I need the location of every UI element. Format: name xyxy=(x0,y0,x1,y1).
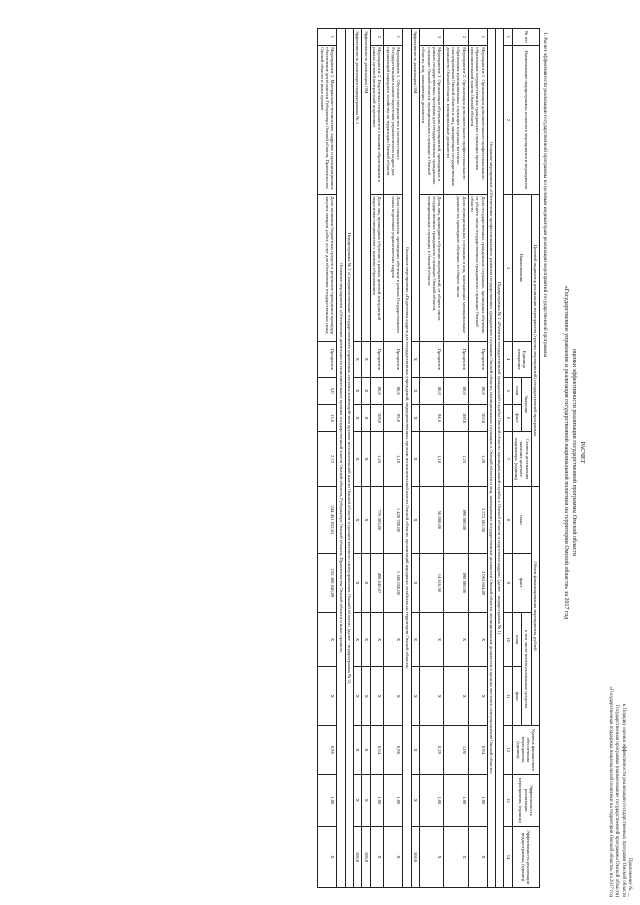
subtotal-x: X xyxy=(362,432,370,487)
subtotal-x: X xyxy=(354,554,362,613)
subtotal-x: X xyxy=(354,726,362,774)
appendix-line-1: к Порядку оценки эффективности реализации государственных программ Омской области xyxy=(620,703,626,897)
row-indicator: Доля государственных гражданских служащих, прошедших обучение, от общего числа государственных гражданских служащих Омской области xyxy=(468,194,487,341)
subtotal-x: X xyxy=(411,726,419,774)
table-row xyxy=(384,29,403,888)
section-note: 1. Расчет эффективности реализации государственной программы по целевым индикаторам реализации мероприятий государственной программы xyxy=(542,32,548,357)
row-degree: 1,28 xyxy=(468,432,487,487)
row-name: Мероприятие 2. Организация дополнительного профессионального образования муниципальных служащих в органах местного самоуправления Омской области и лиц, замещающих государственные должности Омской области, муниципальные должности xyxy=(444,45,468,194)
subtotal-x: X xyxy=(411,404,419,431)
col-no: № п/п xyxy=(512,29,539,46)
section-row xyxy=(337,29,345,888)
row-eff-exec: 1,00 xyxy=(318,774,337,827)
row-fin-fact: 898 800,00 xyxy=(444,554,468,613)
table-row xyxy=(420,29,444,888)
subtotal-x: X xyxy=(354,612,362,667)
document-title xyxy=(562,0,586,905)
row-plan: 80,0 xyxy=(468,377,487,404)
row-name: Мероприятие 1. Обучение специалистов в соответствии с Государственным планом подготовки управленческих кадров для организаций народного хозяйства на территории Омской области xyxy=(384,45,403,194)
row-fin-plan: 1 420 700,00 xyxy=(384,486,403,553)
col-value: Значение xyxy=(522,377,531,432)
row-fin-plan: 50 000,00 xyxy=(420,486,444,553)
row-fin-fact: 235 308 848,89 xyxy=(318,554,337,613)
colnum: 6 xyxy=(504,404,512,431)
col-unit: Единица измерения xyxy=(512,341,531,377)
row-no: 2 xyxy=(370,29,384,46)
row-fin-fact: 498 646,67 xyxy=(370,554,384,613)
row-fin-exec: 0,96 xyxy=(318,726,337,774)
subtotal-x: X xyxy=(354,377,362,404)
subtotal-x: X xyxy=(362,554,370,613)
row-plan: 80,0 xyxy=(420,377,444,404)
colnum: 1 xyxy=(504,29,512,46)
subtotal-row xyxy=(354,29,362,888)
row-fin-exec: 0,98 xyxy=(384,726,403,774)
subtotal-x: X xyxy=(362,612,370,667)
row-eff-exec: 1,00 xyxy=(420,774,444,827)
subtotal-x: X xyxy=(411,341,419,377)
row-degree: 1,25 xyxy=(370,432,384,487)
row-degree: 2,72 xyxy=(318,432,337,487)
row-indicator: Доля лиц, прошедших обучение мероприятий, от общего числа государственных гражданских служащих Омской области, муниципальных служащих в Омской области xyxy=(420,194,444,341)
col-fin-plan: план xyxy=(512,486,531,553)
row-fact: 13,6 xyxy=(318,404,337,431)
subtotal-x: X xyxy=(411,774,419,827)
subtotal-label: Эффективность реализации ОМ xyxy=(411,29,419,342)
section-row xyxy=(487,29,495,888)
col-plan: план xyxy=(512,377,522,404)
row-name: Мероприятие 1. Организация дополнительного профессионального образования государственных гражданских служащих органов исполнительной власти Омской области xyxy=(468,45,487,194)
appendix-number: Приложение № __ xyxy=(627,857,632,897)
colnum: 5 xyxy=(504,377,512,404)
colnum: 13 xyxy=(504,774,512,827)
row-plan: 80,0 xyxy=(370,377,384,404)
row-eff-program: X xyxy=(370,827,384,888)
colnum: 12 xyxy=(504,726,512,774)
row-plan: 5,0 xyxy=(318,377,337,404)
subtotal-value: 100,0 xyxy=(411,827,419,888)
row-degree: 1,25 xyxy=(444,432,468,487)
row-name: Мероприятие 2. Подготовка специалистов с высшим образованием в рамках целевой контрактной подготовки xyxy=(370,45,384,194)
evaluation-table xyxy=(318,28,541,888)
row-no: 2 xyxy=(444,29,468,46)
row-fin-other-fact: X xyxy=(444,667,468,726)
row-name: Мероприятие 1. Материально-техническое, кадровое и организационное обеспечение деятельности Губернатора Омской области, Правительства Омской области и иных органов xyxy=(318,45,337,194)
row-fin-exec: 0,29 xyxy=(420,726,444,774)
subtotal-x: X xyxy=(362,341,370,377)
row-degree: 1,18 xyxy=(420,432,444,487)
row-unit: Процентов xyxy=(370,341,384,377)
row-eff-program: X xyxy=(420,827,444,888)
row-fin-other-plan: X xyxy=(468,612,487,667)
subtotal-x: X xyxy=(362,486,370,553)
row-fin-plan: 3 272 461,50 xyxy=(468,486,487,553)
row-fact: 95,0 xyxy=(384,404,403,431)
row-indicator: Доля лиц, прошедших обучение в рамках целевой контрактной подготовки специалистов с высшим образованием xyxy=(370,194,384,341)
main-activity-3-heading: Основное мероприятие «Обеспечение деятельности исполнительных органов государственной власти Омской области, Губернатора Омской области, Правительства Омской области и иных органов» xyxy=(337,29,345,888)
row-no: 1 xyxy=(318,29,337,46)
row-fin-other-plan: X xyxy=(444,612,468,667)
subtotal-x: X xyxy=(354,774,362,827)
row-fin-other-fact: X xyxy=(318,667,337,726)
section-row xyxy=(345,29,353,888)
row-no: 1 xyxy=(468,29,487,46)
subtotal-label: Эффективность реализации подпрограммы № 1 xyxy=(354,29,362,342)
row-fin-other-plan: X xyxy=(370,612,384,667)
subtotal-row xyxy=(362,29,370,888)
subtotal-label: Эффективность реализации ОМ xyxy=(362,29,370,342)
row-fin-other-plan: X xyxy=(318,612,337,667)
row-eff-program: X xyxy=(444,827,468,888)
main-activity-2-heading: Основное мероприятие «Подготовка кадров для государственных учреждений, подведомственных органам исполнительной власти Омской области, организаций народного хозяйства на территории Омской области» xyxy=(403,29,411,888)
colnum: 4 xyxy=(504,341,512,377)
row-no: 3 xyxy=(420,29,444,46)
col-degree: Степень достижения значения целевого индикатора, (единиц) xyxy=(512,432,531,487)
subtotal-x: X xyxy=(362,404,370,431)
row-name: Мероприятие 3. Организация обучения мероприятий, проводимых в рамках государственных программ для государственных гражданских служащих Омской области, муниципальных служащих в Омской области, лиц, замещающих должности xyxy=(420,45,444,194)
row-fin-fact: 1 386 050,00 xyxy=(384,554,403,613)
row-eff-program: X xyxy=(384,827,403,888)
subtotal-x: X xyxy=(362,774,370,827)
col-indicator-group: Целевой индикатор реализации мероприятия (группы мероприятий) государственной программы xyxy=(531,194,539,486)
colnum: 2 xyxy=(504,45,512,194)
subprogram-2-heading: Подпрограмма № 2 «Совершенствование государственного управления, системы взаимодействия органов исполнительной власти Омской области и органов местного самоуправления Омской области» (далее - подпрограмма № 2) xyxy=(345,29,353,888)
row-unit: Процентов xyxy=(420,341,444,377)
appendix-line-3: «Государственная поддержка национальной политики на территории Омской области» на 2017 год xyxy=(608,686,614,897)
row-no: 1 xyxy=(384,29,403,46)
row-fact: 102,0 xyxy=(468,404,487,431)
col-eff-exec: Эффективность реализации мероприятия, (единиц) xyxy=(512,774,539,827)
table-row xyxy=(318,29,337,888)
table-header-row-1 xyxy=(531,29,539,888)
row-plan: 80,0 xyxy=(384,377,403,404)
subtotal-x: X xyxy=(354,432,362,487)
subtotal-value: 100,0 xyxy=(362,827,370,888)
row-fact: 100,0 xyxy=(444,404,468,431)
main-activity-1-heading: Основное мероприятие «Обеспечение профессионального развития государственных гражданских служащих Омской области, муниципальных служащих в Омской области и лиц, замещающих государственные должности Омской области, муниципальные должности в органах местного самоуправления Омской области» xyxy=(487,29,495,888)
subtotal-row xyxy=(411,29,419,888)
row-fin-fact: 3 063 864,49 xyxy=(468,554,487,613)
subtotal-x: X xyxy=(411,432,419,487)
subtotal-x: X xyxy=(354,341,362,377)
col-fin-other: в том числе неиспользованные средства xyxy=(522,612,531,725)
row-fin-exec: 1,00 xyxy=(444,726,468,774)
appendix-line-2: Государственная программа (наименование государственной программы Омской области) xyxy=(614,704,620,897)
row-indicator: Доля муниципальных служащих и лиц, замещающих муниципальные должности, прошедших обучение, от общего числа xyxy=(444,194,468,341)
table-row xyxy=(444,29,468,888)
subtotal-x: X xyxy=(411,667,419,726)
row-fin-other-plan: X xyxy=(420,612,444,667)
subtotal-x: X xyxy=(354,404,362,431)
subtotal-value: 100,0 xyxy=(354,827,362,888)
row-fin-exec: 0,64 xyxy=(370,726,384,774)
col-fin-exec: Уровень финансового обеспечения мероприятия, (единиц) xyxy=(512,726,539,774)
colnum: 14 xyxy=(504,827,512,888)
subtotal-x: X xyxy=(362,667,370,726)
subtotal-x: X xyxy=(411,554,419,613)
subtotal-x: X xyxy=(411,612,419,667)
subtotal-x: X xyxy=(411,377,419,404)
subprogram-1-heading: Подпрограмма № 1 «Развитие государственной гражданской службы Омской области, муниципальной службы в Омской области и подготовка кадров» (далее - подпрограмма № 1) xyxy=(496,29,504,888)
colnum: 7 xyxy=(504,432,512,487)
row-fin-exec: 0,94 xyxy=(468,726,487,774)
col-name: Наименование подпрограммы, основного мероприятия и мероприятия xyxy=(512,45,539,194)
row-eff-program: X xyxy=(468,827,487,888)
title-line-2: оценки эффективности реализации государственной программы Омской области xyxy=(570,348,577,557)
row-eff-exec: 1,00 xyxy=(444,774,468,827)
subtotal-x: X xyxy=(354,667,362,726)
col-fin-other-plan: план xyxy=(512,612,522,667)
row-eff-exec: 1,00 xyxy=(384,774,403,827)
row-fact: 94,6 xyxy=(420,404,444,431)
row-plan: 80,0 xyxy=(444,377,468,404)
row-fin-plan: 776 565,00 xyxy=(370,486,384,553)
row-unit: Процентов xyxy=(384,341,403,377)
section-row xyxy=(403,29,411,888)
subtotal-x: X xyxy=(354,486,362,553)
row-indicator: Доля экономии бюджетных средств в результате проведения процедур закупок товаров, работ, услуг для обеспечения государственных нужд xyxy=(318,194,337,341)
col-eff-program: Эффективность реализации подпрограммы, (единиц) xyxy=(512,827,539,888)
row-fin-plan: 244 451 822,81 xyxy=(318,486,337,553)
row-fin-other-fact: X xyxy=(384,667,403,726)
row-degree: 1,19 xyxy=(384,432,403,487)
table-row xyxy=(370,29,384,888)
row-eff-exec: 1,00 xyxy=(468,774,487,827)
col-fact: факт xyxy=(512,404,522,431)
colnum: 3 xyxy=(504,194,512,341)
row-eff-exec: 1,00 xyxy=(370,774,384,827)
column-number-row xyxy=(504,29,512,888)
subtotal-x: X xyxy=(362,377,370,404)
row-unit: Процентов xyxy=(444,341,468,377)
row-fin-fact: 14 616,50 xyxy=(420,554,444,613)
row-fact: 100,0 xyxy=(370,404,384,431)
col-fin-other-fact: факт xyxy=(512,667,522,726)
col-fin-fact: факт xyxy=(512,554,531,613)
row-eff-program: X xyxy=(318,827,337,888)
row-unit: Процентов xyxy=(468,341,487,377)
section-row xyxy=(496,29,504,888)
row-unit: Процентов xyxy=(318,341,337,377)
col-fin-group: Объем финансирования мероприятия, рублей xyxy=(531,486,539,725)
colnum: 9 xyxy=(504,554,512,613)
subtotal-x: X xyxy=(411,486,419,553)
subtotal-x: X xyxy=(362,726,370,774)
col-indicator-name: Наименование xyxy=(512,194,531,341)
appendix-header xyxy=(607,667,632,897)
row-fin-plan: 898 800,00 xyxy=(444,486,468,553)
title-line-3: «Государственное управление и реализация государственной национальной политики на территории Омской области» за 2017 год xyxy=(562,285,569,620)
title-line-1: РАСЧЕТ xyxy=(579,441,585,464)
row-fin-other-fact: X xyxy=(468,667,487,726)
colnum: 8 xyxy=(504,486,512,553)
colnum: 11 xyxy=(504,667,512,726)
row-fin-other-fact: X xyxy=(370,667,384,726)
colnum: 10 xyxy=(504,612,512,667)
row-fin-other-plan: X xyxy=(384,612,403,667)
row-indicator: Доля специалистов, прошедших обучение в рамках Государственного плана подготовки управленческих кадров xyxy=(384,194,403,341)
table-row xyxy=(468,29,487,888)
row-fin-other-fact: X xyxy=(420,667,444,726)
